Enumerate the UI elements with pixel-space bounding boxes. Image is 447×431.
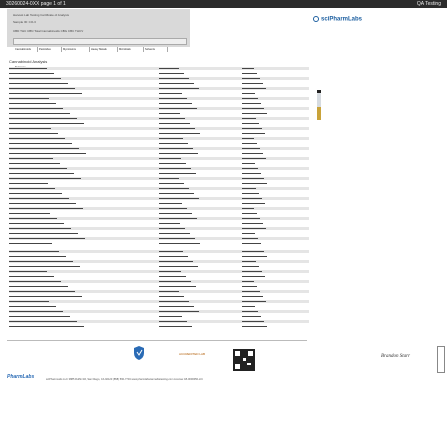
table-row bbox=[9, 93, 309, 94]
summary-line-3: CBD THC CBN Total Cannabinoids CBG CBC THCV bbox=[13, 29, 84, 33]
table-row bbox=[9, 203, 309, 204]
table-row bbox=[9, 193, 309, 194]
table-row bbox=[9, 306, 309, 307]
summary-cell: Heavy Metals bbox=[90, 47, 118, 52]
table-row bbox=[9, 188, 309, 189]
table-row bbox=[9, 163, 309, 164]
table-row bbox=[9, 198, 309, 199]
table-row bbox=[9, 208, 309, 209]
table-row bbox=[9, 108, 309, 109]
table-row bbox=[9, 296, 309, 297]
table-row bbox=[9, 281, 309, 282]
summary-strip bbox=[13, 38, 187, 51]
table-row bbox=[9, 243, 309, 244]
table-row bbox=[9, 128, 309, 129]
header-left-text: 30260024-0XX page 1 of 1 bbox=[6, 1, 66, 7]
table-row bbox=[9, 143, 309, 144]
table-row bbox=[9, 276, 309, 277]
table-row bbox=[9, 158, 309, 159]
table-row bbox=[9, 266, 309, 267]
footer-brand: PharmLabs bbox=[7, 374, 35, 380]
accreditation-logo-icon bbox=[179, 352, 205, 356]
table-row bbox=[9, 238, 309, 239]
summary-cell: Pesticides bbox=[38, 47, 62, 52]
table-row bbox=[9, 153, 309, 154]
shield-logo-icon bbox=[134, 346, 144, 360]
table-row bbox=[9, 271, 309, 272]
table-row bbox=[9, 138, 309, 139]
summary-cell: Microbials bbox=[118, 47, 144, 52]
signature: Brandon Starr bbox=[381, 354, 411, 359]
table-row bbox=[9, 103, 309, 104]
section-title: Cannabinoid Analysis bbox=[9, 59, 48, 64]
qr-code-icon bbox=[233, 349, 255, 371]
accreditation-text: ACCREDITED LAB bbox=[179, 352, 206, 356]
table-row bbox=[9, 73, 309, 74]
table-row bbox=[9, 326, 309, 327]
table-row bbox=[9, 168, 309, 169]
table-row bbox=[9, 178, 309, 179]
product-vial-icon bbox=[317, 93, 321, 120]
table-row bbox=[9, 118, 309, 119]
header-bar bbox=[0, 0, 447, 8]
table-row bbox=[9, 83, 309, 84]
table-row bbox=[9, 123, 309, 124]
table-row bbox=[9, 113, 309, 114]
divider bbox=[7, 340, 307, 341]
table-row bbox=[9, 301, 309, 302]
table-row bbox=[9, 311, 309, 312]
header-right-text: QA Testing bbox=[416, 1, 441, 7]
table-row bbox=[9, 98, 309, 99]
table-row bbox=[9, 233, 309, 234]
table-row bbox=[9, 286, 309, 287]
summary-cell: Mycotoxins bbox=[62, 47, 90, 52]
table-row bbox=[9, 261, 309, 262]
table-row bbox=[9, 88, 309, 89]
pharmlabs-logo-icon bbox=[313, 16, 319, 22]
summary-box bbox=[7, 9, 190, 51]
summary-cell: Solvents bbox=[144, 47, 168, 52]
table-row bbox=[9, 291, 309, 292]
stamp-box bbox=[437, 346, 445, 373]
lab-name: sciPharmLabs bbox=[321, 16, 363, 23]
lab-logo bbox=[313, 16, 362, 23]
table-row bbox=[9, 256, 309, 257]
summary-line-2: Sample ID: CO-3 bbox=[13, 20, 36, 24]
table-row bbox=[9, 321, 309, 322]
table-row bbox=[9, 183, 309, 184]
table-row bbox=[9, 78, 309, 79]
footer-address: sciPharmLabs LLC 3885 Ruffin Rd, San Diego, CA 92123 (858) 560-7704 www.pharmlabscannabistesting.com License C8-0000050-LIC bbox=[46, 378, 203, 381]
table-row bbox=[9, 148, 309, 149]
summary-line-1: Harvest Lab Testing Certificate of Analysis bbox=[13, 13, 69, 17]
table-row bbox=[9, 223, 309, 224]
table-row bbox=[9, 68, 309, 69]
table-row bbox=[9, 251, 309, 252]
table-row bbox=[9, 213, 309, 214]
table-row bbox=[9, 316, 309, 317]
table-row bbox=[9, 173, 309, 174]
table-row bbox=[9, 228, 309, 229]
table-row bbox=[9, 133, 309, 134]
table-row bbox=[9, 218, 309, 219]
summary-cell: Cannabinoids bbox=[14, 47, 38, 52]
